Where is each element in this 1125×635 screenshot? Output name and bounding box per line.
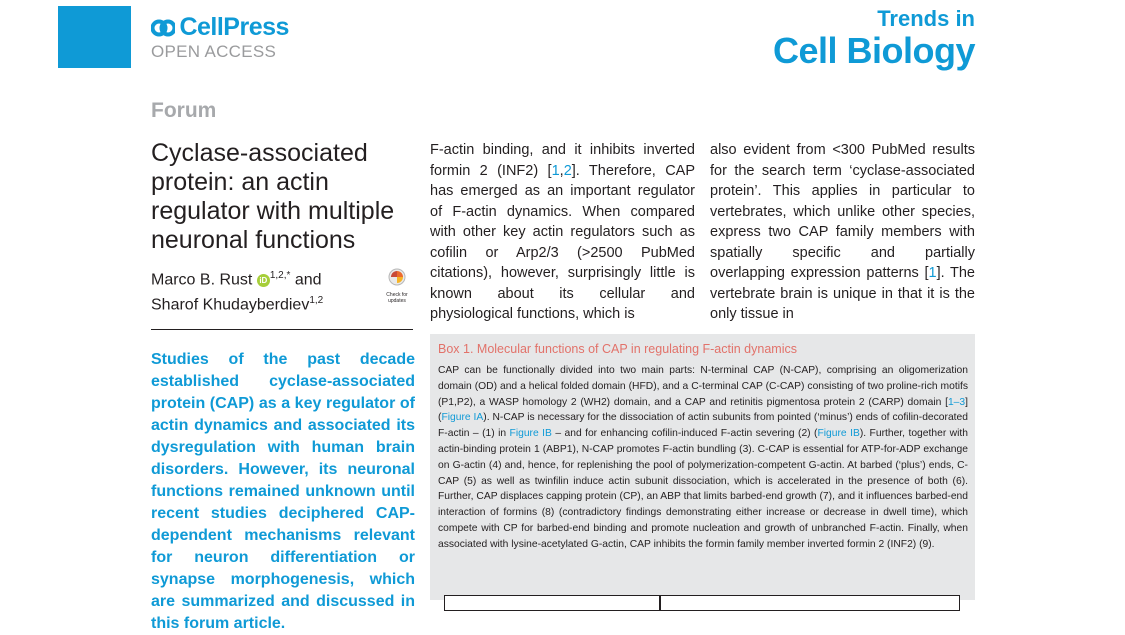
author-conjunction: and	[290, 271, 322, 289]
box-text-segment: – and for enhancing cofilin-induced F-actin severing (2) (	[551, 428, 818, 440]
body-text: ]. Therefore, CAP has emerged as an important regulator of F-actin dynamics. When compared with other key actin regulators such as cofilin or Arp2/3 (>2500 PubMed citations), however, surprisingly little is known about its cellular and physiological functions, which is	[430, 162, 696, 322]
check-for-updates-label: Check for updates	[386, 292, 408, 304]
section-label: Forum	[151, 99, 217, 122]
cellpress-logo[interactable]	[151, 13, 289, 61]
cellpress-logo-icon	[151, 17, 175, 39]
author-affiliation: 1,2	[309, 295, 324, 307]
info-box	[430, 334, 975, 600]
article-title: Cyclase-associated protein: an actin regulator with multiple neuronal functions	[151, 139, 395, 254]
box-text-segment: ] (	[438, 396, 968, 424]
figure-link[interactable]: Figure IB	[509, 428, 552, 440]
journal-name-line1: Trends in	[877, 6, 975, 31]
author-affiliation: 1,2,*	[269, 270, 291, 281]
box-title: Box 1. Molecular functions of CAP in regulating F-actin dynamics	[438, 342, 797, 356]
brand-name: CellPress	[179, 13, 289, 41]
body-column-1	[430, 140, 695, 325]
check-for-updates-button[interactable]	[382, 268, 412, 304]
body-column-2	[710, 140, 975, 325]
check-for-updates-icon	[388, 268, 406, 286]
reference-link[interactable]: 1	[551, 162, 560, 179]
journal-name-line2: Cell Biology	[772, 30, 975, 71]
divider	[151, 329, 413, 330]
figure-link[interactable]: Figure IA	[441, 412, 484, 424]
journal-color-block	[58, 6, 131, 68]
article-abstract: Studies of the past decade established cyclase-associated protein (CAP) as a key regulator of actin dynamics and associated its dysregulation with human brain disorders. However, its neuronal functions remained unknown until recent studies deciphered CAP-dependent mechanisms relevant for neuron differentiation or synapse morphogenesis, which are summarized and discussed in this forum article.	[151, 351, 415, 632]
open-access-label: OPEN ACCESS	[151, 42, 277, 61]
reference-link[interactable]: 2	[563, 162, 572, 179]
figure-panel-a	[444, 595, 660, 611]
box-text	[438, 363, 968, 553]
orcid-icon[interactable]: iD	[257, 274, 270, 287]
box-text-segment: CAP can be functionally divided into two main parts: N-terminal CAP (N-CAP), comprising an oligomerization domain (OD) and a helical folded domain (HFD), and a C-terminal CAP (C-CAP) consisting of two proline-rich motifs (P1,P2), a WASP homology 2 (WH2) domain, and a CAP and retinitis pigmentosa protein 2 (CARP) domain [	[438, 365, 968, 408]
figure-panel-b	[660, 595, 960, 611]
author-name[interactable]: Marco B. Rust	[151, 271, 253, 289]
figure-link[interactable]: Figure IB	[817, 428, 860, 440]
box-text-segment: ). Further, together with actin-binding protein 1 (ABP1), N-CAP promotes F-actin bundling (3). C-CAP is essential for ATP-for-ADP exchange on G-actin (4) and, hence, for replenishing the pool of polymerization-competent G-actin. At barbed (‘plus’) ends, C-CAP (5) as well as twinfilin induce actin subunit dissociation, which is accelerated in the presence of both (6). Further, CAP displaces capping protein (CP), an ABP that limits barbed-end growth (7), and it influences barbed-end interaction of formins (8) (contradictory findings demonstrating either increase or decrease in dwell time), which compete with CP for barbed-end binding and promote nucleation and growth of unbranched F-actin. Finally, when associated with lysine-acetylated G-actin, CAP inhibits the formin family member inverted formin 2 (INF2) (9).	[438, 428, 968, 550]
body-text: ]. The vertebrate brain is unique in that it is the only tissue in	[710, 265, 975, 322]
reference-link[interactable]: 1–3	[947, 396, 966, 408]
reference-link[interactable]: 1	[928, 265, 937, 281]
author-name[interactable]: Sharof Khudayberdiev	[151, 296, 310, 314]
body-text: F-actin binding, and it inhibits inverted formin 2 (INF2) [	[430, 142, 695, 179]
author-list	[151, 265, 381, 316]
body-text: ,	[559, 162, 564, 179]
body-text: also evident from <300 PubMed results for the search term ‘cyclase-associated protein’. This applies in particular to vertebrates, which unlike other species, express two CAP family members with spatially specific and partially overlapping expression patterns [	[710, 142, 975, 281]
box-text-segment: ). N-CAP is necessary for the dissociation of actin subunits from pointed (‘minus’) ends of cofilin-decorated F-actin – (1) in	[438, 412, 968, 440]
